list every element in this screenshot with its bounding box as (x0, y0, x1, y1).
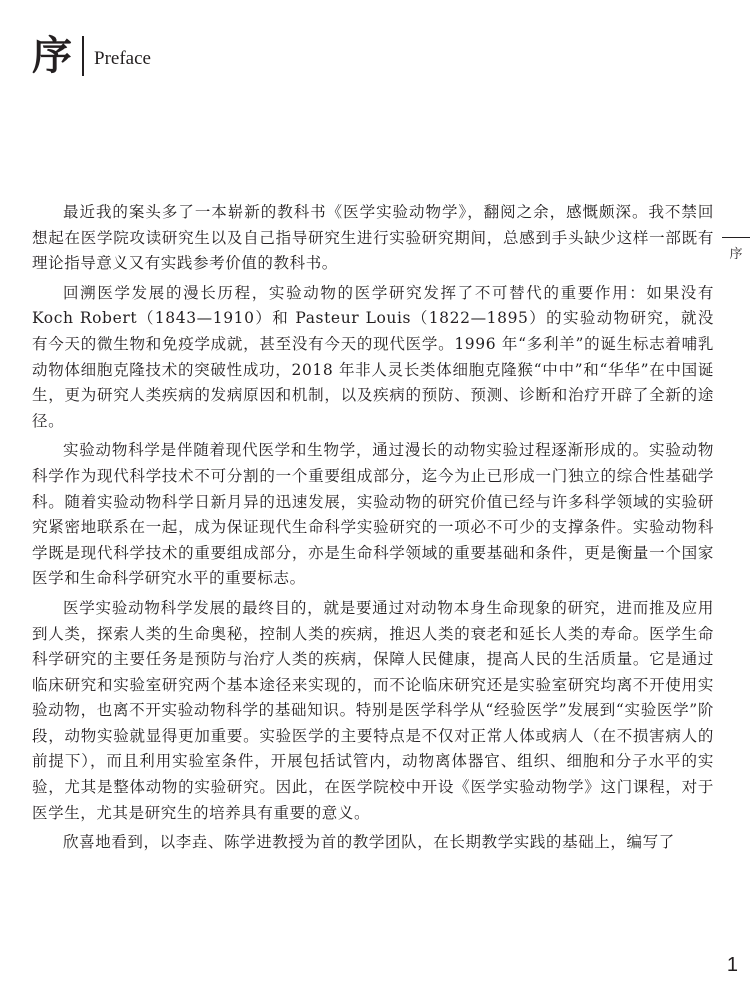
paragraph-5: 欣喜地看到，以李垚、陈学进教授为首的教学团队，在长期教学实践的基础上，编写了 (63, 833, 675, 852)
side-tab-label: 序 (729, 247, 743, 262)
page-number: 1 (726, 954, 738, 976)
side-section-tab (722, 237, 750, 264)
paragraph-2: 回溯医学发展的漫长历程，实验动物的医学研究发挥了不可替代的重要作用：如果没有Koch Robert（1843—1910）和 Pasteur Louis（1822—1895）的实验动物研究，就没有今天的微生物和免疫学成就，甚至没有今天的现代医学。1996 年“多利羊”的诞生标志着哺乳动物体细胞克隆技术的突破性成功，2018 年非人灵长类体细胞克隆猴“中中”和“华华”在中国诞生，更为研究人类疾病的发病原因和机制，以及疾病的预防、预测、诊断和治疗开辟了全新的途径。 (32, 283, 714, 430)
paragraph-3: 实验动物科学是伴随着现代医学和生物学，通过漫长的动物实验过程逐渐形成的。实验动物科学作为现代科学技术不可分割的一个重要组成部分，迄今为止已形成一门独立的综合性基础学科。随着实验动物科学日新月异的迅速发展，实验动物的研究价值已经与许多科学领域的实验研究紧密地联系在一起，成为保证现代生命科学实验研究的一项必不可少的支撑条件。实验动物科学既是现代科学技术的重要组成部分，亦是生命科学领域的重要基础和条件，更是衡量一个国家医学和生命科学研究水平的重要标志。 (32, 441, 714, 588)
chapter-title-cn: 序 (32, 32, 72, 79)
side-tab-rule (722, 237, 750, 238)
chapter-title-en: Preface (94, 48, 151, 69)
chapter-header (32, 32, 151, 80)
preface-body (32, 200, 714, 856)
title-divider (82, 36, 84, 76)
paragraph-4: 医学实验动物科学发展的最终目的，就是要通过对动物本身生命现象的研究，进而推及应用到人类，探索人类的生命奥秘，控制人类的疾病，推迟人类的衰老和延长人类的寿命。医学生命科学研究的主要任务是预防与治疗人类的疾病，保障人民健康，提高人民的生活质量。它是通过临床研究和实验室研究两个基本途径来实现的，而不论临床研究还是实验室研究均离不开使用实验动物，也离不开实验动物科学的基础知识。特别是医学科学从“经验医学”发展到“实验医学”阶段，动物实验就显得更加重要。实验医学的主要特点是不仅对正常人体或病人（在不损害病人的前提下），而且利用实验室条件，开展包括试管内，动物离体器官、组织、细胞和分子水平的实验，尤其是整体动物的实验研究。因此，在医学院校中开设《医学实验动物学》这门课程，对于医学生，尤其是研究生的培养具有重要的意义。 (32, 598, 714, 822)
paragraph-1: 最近我的案头多了一本崭新的教科书《医学实验动物学》，翻阅之余，感慨颇深。我不禁回想起在医学院攻读研究生以及自己指导研究生进行实验研究期间，总感到手头缺少这样一部既有理论指导意义又有实践参考价值的教科书。 (32, 203, 714, 273)
